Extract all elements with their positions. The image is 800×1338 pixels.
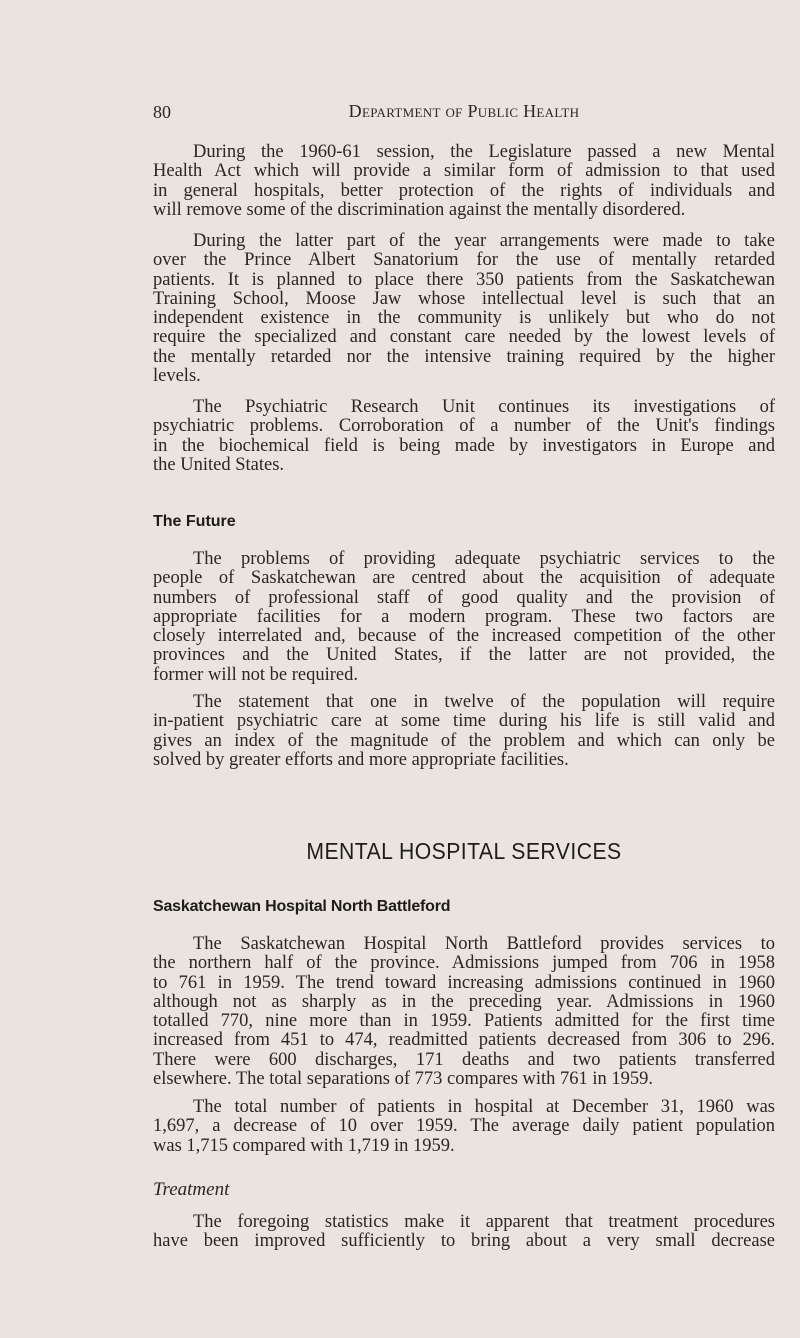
text-line: 1,697, a decrease of 10 over 1959. The average daily patient population <box>153 1116 775 1137</box>
heading-hospital: Saskatchewan Hospital North Battleford <box>153 898 451 915</box>
paragraph-legislature <box>153 143 775 220</box>
text-line: closely interrelated and, because of the increased competition of the other <box>153 626 775 647</box>
text-line: levels. <box>153 366 201 387</box>
text-line: The problems of providing adequate psychiatric services to the <box>193 549 775 569</box>
text-line: During the latter part of the year arrangements were made to take <box>193 231 775 251</box>
text-line: former will not be required. <box>153 664 358 685</box>
heading-treatment: Treatment <box>153 1179 230 1200</box>
paragraph-treatment <box>153 1213 775 1252</box>
text-line: have been improved sufficiently to bring about a very small decrease <box>153 1231 775 1252</box>
paragraph-hospital-admissions <box>153 935 775 1089</box>
text-line: During the 1960-61 session, the Legislature passed a new Mental <box>193 142 775 162</box>
text-line: appropriate facilities for a modern program. These two factors are <box>153 606 775 627</box>
paragraph-sanatorium <box>153 232 775 386</box>
page-number: 80 <box>153 102 171 122</box>
text-line: totalled 770, nine more than in 1959. Patients admitted for the first time <box>153 1011 775 1032</box>
text-line: The statement that one in twelve of the population will require <box>193 692 775 712</box>
text-line: The Saskatchewan Hospital North Battleford provides services to <box>193 934 775 954</box>
text-line: Training School, Moose Jaw whose intellectual level is such that an <box>153 288 775 309</box>
paragraph-hospital-population <box>153 1098 775 1156</box>
paragraph-future-problems <box>153 550 775 685</box>
text-line: was 1,715 compared with 1,719 in 1959. <box>153 1135 455 1156</box>
text-line: Health Act which will provide a similar form of admission to that used <box>153 161 775 182</box>
text-line: in general hospitals, better protection of the rights of individuals and <box>153 180 775 201</box>
text-line: There were 600 discharges, 171 deaths and two patients transferred <box>153 1049 775 1070</box>
text-line: provinces and the United States, if the latter are not provided, the <box>153 645 775 666</box>
text-line: psychiatric problems. Corroboration of a number of the Unit's findings <box>153 416 775 437</box>
text-line: patients. It is planned to place there 350 patients from the Saskatchewan <box>153 269 775 290</box>
text-line: The foregoing statistics make it apparent that treatment procedures <box>193 1212 775 1232</box>
heading-the-future: The Future <box>153 513 236 530</box>
text-line: in the biochemical field is being made by investigators in Europe and <box>153 435 775 456</box>
text-line: The total number of patients in hospital at December 31, 1960 was <box>193 1097 775 1117</box>
text-line: The Psychiatric Research Unit continues its investigations of <box>193 397 775 417</box>
running-title: Department of Public Health <box>348 101 580 121</box>
text-line: to 761 in 1959. The trend toward increasing admissions continued in 1960 <box>153 972 775 993</box>
text-line: although not as sharply as in the preceding year. Admissions in 1960 <box>153 991 775 1012</box>
text-line: elsewhere. The total separations of 773 compares with 761 in 1959. <box>153 1069 654 1090</box>
text-line: independent existence in the community is unlikely but who do not <box>153 308 775 329</box>
text-line: will remove some of the discrimination against the mentally disordered. <box>153 199 686 220</box>
text-line: solved by greater efforts and more appropriate facilities. <box>153 749 569 770</box>
paragraph-research <box>153 398 775 475</box>
text-line: numbers of professional staff of good quality and the provision of <box>153 587 775 608</box>
text-line: over the Prince Albert Sanatorium for the use of mentally retarded <box>153 250 775 271</box>
text-line: the United States. <box>153 454 285 475</box>
text-line: increased from 451 to 474, readmitted patients decreased from 306 to 296. <box>153 1030 775 1051</box>
paragraph-future-statement <box>153 693 775 770</box>
text-line: in-patient psychiatric care at some time during his life is still valid and <box>153 711 775 732</box>
text-line: require the specialized and constant care needed by the lowest levels of <box>153 327 775 348</box>
text-line: the mentally retarded nor the intensive training required by the higher <box>153 346 775 367</box>
text-line: gives an index of the magnitude of the problem and which can only be <box>153 730 775 751</box>
text-line: the northern half of the province. Admissions jumped from 706 in 1958 <box>153 953 775 974</box>
section-title: MENTAL HOSPITAL SERVICES <box>306 838 622 864</box>
text-line: people of Saskatchewan are centred about the acquisition of adequate <box>153 568 775 589</box>
